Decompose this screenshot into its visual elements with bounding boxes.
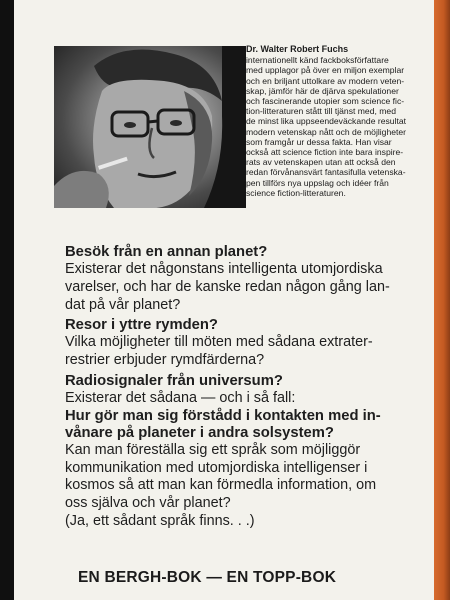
section-line: Vilka möjligheter till möten med sådana extrater- — [65, 334, 373, 351]
section-space-travel — [65, 317, 434, 370]
section-heading: Radiosignaler från universum? — [65, 372, 283, 389]
section-line: Kan man föreställa sig ett språk som möjliggör — [65, 441, 361, 458]
spine-edge — [434, 0, 450, 600]
section-visit — [65, 244, 434, 314]
publisher-footer: EN BERGH-BOK — EN TOPP-BOK — [78, 569, 337, 586]
section-heading: Hur gör man sig förstådd i kontakten med in- — [65, 407, 381, 424]
bio-line: tion-litteraturen stått till tjänst med, med — [246, 106, 396, 117]
blurb — [65, 244, 434, 531]
section-heading: Resor i yttre rymden? — [65, 317, 218, 334]
section-line: Existerar det sådana — och i så fall: — [65, 389, 296, 406]
section-line: oss själva och vår planet? — [65, 495, 231, 512]
bio-line: internationellt känd fackboksförfattare — [246, 55, 389, 66]
section-communication — [65, 408, 434, 531]
background-left-edge — [0, 0, 14, 600]
section-line: kommunikation med utomjordiska intelligenser i — [65, 459, 368, 476]
book-back-cover — [14, 0, 434, 600]
bio-line: skap, jämför här de djärva spekulationer — [246, 85, 399, 96]
author-bio — [246, 44, 424, 198]
author-portrait-icon — [54, 46, 246, 208]
bio-line: med upplagor på över en miljon exemplar — [246, 65, 405, 76]
bio-line: rats av vetenskapen utan att också den — [246, 157, 396, 168]
section-heading: vånare på planeter i andra solsystem? — [65, 424, 334, 441]
section-line: restrier erbjuder rymdfärderna? — [65, 352, 265, 369]
section-line: varelser, och har de kanske redan någon gång lan- — [65, 278, 390, 295]
author-name: Dr. Walter Robert Fuchs — [246, 44, 349, 54]
bio-line: redan förvånansvärt fantasifulla vetenska- — [246, 167, 406, 178]
author-photo — [54, 46, 246, 208]
bio-line: och fascinerande utopier som science fic- — [246, 96, 405, 107]
section-line: kosmos så att man kan förmedla information, om — [65, 477, 377, 494]
bio-line: som framgår ur dessa fakta. Han visar — [246, 136, 392, 147]
bio-line: modern vetenskap nått och de möjligheter — [246, 126, 407, 137]
section-heading: Besök från en annan planet? — [65, 244, 268, 260]
bio-line: science fiction-litteraturen. — [246, 187, 346, 198]
bio-line: också att science fiction inte bara inspire- — [246, 147, 404, 158]
bio-line: de minst lika uppseendeväckande resultat — [246, 116, 407, 127]
section-line: (Ja, ett sådant språk finns. . .) — [65, 512, 255, 529]
section-line: dat på vår planet? — [65, 296, 181, 313]
section-radio-signals — [65, 373, 434, 408]
bio-line: och en briljant uttolkare av modern veten- — [246, 75, 405, 86]
bio-line: pen tillförs nya uppslag och idéer från — [246, 177, 389, 188]
section-line: Existerar det någonstans intelligenta utomjordiska — [65, 261, 383, 277]
